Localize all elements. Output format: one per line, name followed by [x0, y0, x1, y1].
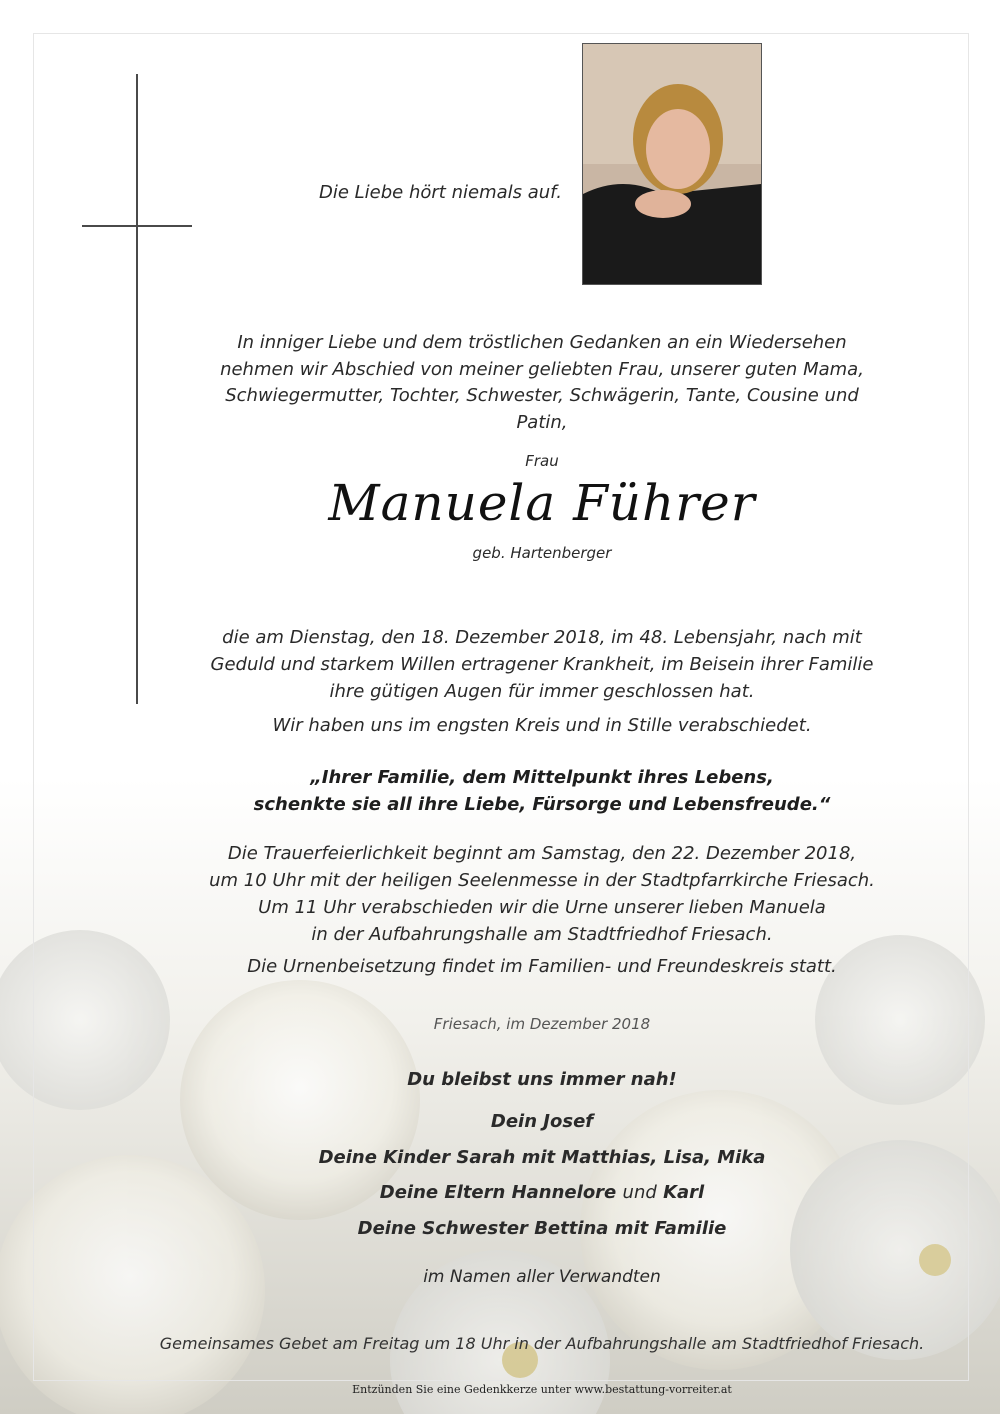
closing-line: Du bleibst uns immer nah! [407, 1069, 677, 1090]
burial-text: Die Urnenbeisetzung findet im Familien- und Freundeskreis statt. [247, 956, 837, 977]
place-date: Friesach, im Dezember 2018 [433, 1015, 651, 1033]
cross-icon [136, 74, 138, 704]
deceased-name: Manuela Führer [328, 474, 756, 532]
ceremony-text: Die Trauerfeierlichkeit beginnt am Samstag, den 22. Dezember 2018, um 10 Uhr mit der heiligen Seelenmesse in der Stadtpfarrkirche Friesach. Um 11 Uhr verabschieden wir die Urne unserer lieben Manuela in der Aufbahrungshalle am Stadtfriedhof Friesach. [209, 843, 875, 945]
death-text: die am Dienstag, den 18. Dezember 2018, im 48. Lebensjahr, nach mit Geduld und starkem Willen ertragener Krankheit, im Beisein ihrer Familie ihre gütigen Augen für immer geschlossen hat. [210, 627, 874, 702]
card-frame [33, 33, 969, 1381]
mourner-line: Deine Eltern Hannelore und Karl [379, 1182, 705, 1203]
prayer-notice: Gemeinsames Gebet am Freitag um 18 Uhr in der Aufbahrungshalle am Stadtfriedhof Friesach. [159, 1334, 925, 1353]
name-prefix: Frau [525, 452, 559, 470]
motto: Die Liebe hört niemals auf. [319, 182, 562, 203]
mourner-line: Dein Josef [490, 1111, 594, 1132]
quote-text: „Ihrer Familie, dem Mittelpunkt ihres Lebens, schenkte sie all ihre Liebe, Fürsorge und Lebensfreude.“ [253, 767, 831, 815]
mourner-line: Deine Kinder Sarah mit Matthias, Lisa, Mika [318, 1147, 766, 1168]
cross-bar [82, 225, 192, 227]
relatives-line: im Namen aller Verwandten [423, 1267, 661, 1287]
footer-link[interactable]: Entzünden Sie eine Gedenkkerze unter www.bestattung-vorreiter.at [352, 1383, 732, 1396]
born-name: geb. Hartenberger [472, 544, 612, 562]
intro-text: In inniger Liebe und dem tröstlichen Gedanken an ein Wiedersehen nehmen wir Abschied von meiner geliebten Frau, unserer guten Mama, Schwiegermutter, Tochter, Schwester, Schwägerin, Tante, Cousine und Patin, [220, 332, 864, 433]
portrait-photo [582, 43, 762, 285]
mourner-line: Deine Schwester Bettina mit Familie [357, 1218, 727, 1239]
farewell-text: Wir haben uns im engsten Kreis und in Stille verabschiedet. [272, 715, 812, 736]
